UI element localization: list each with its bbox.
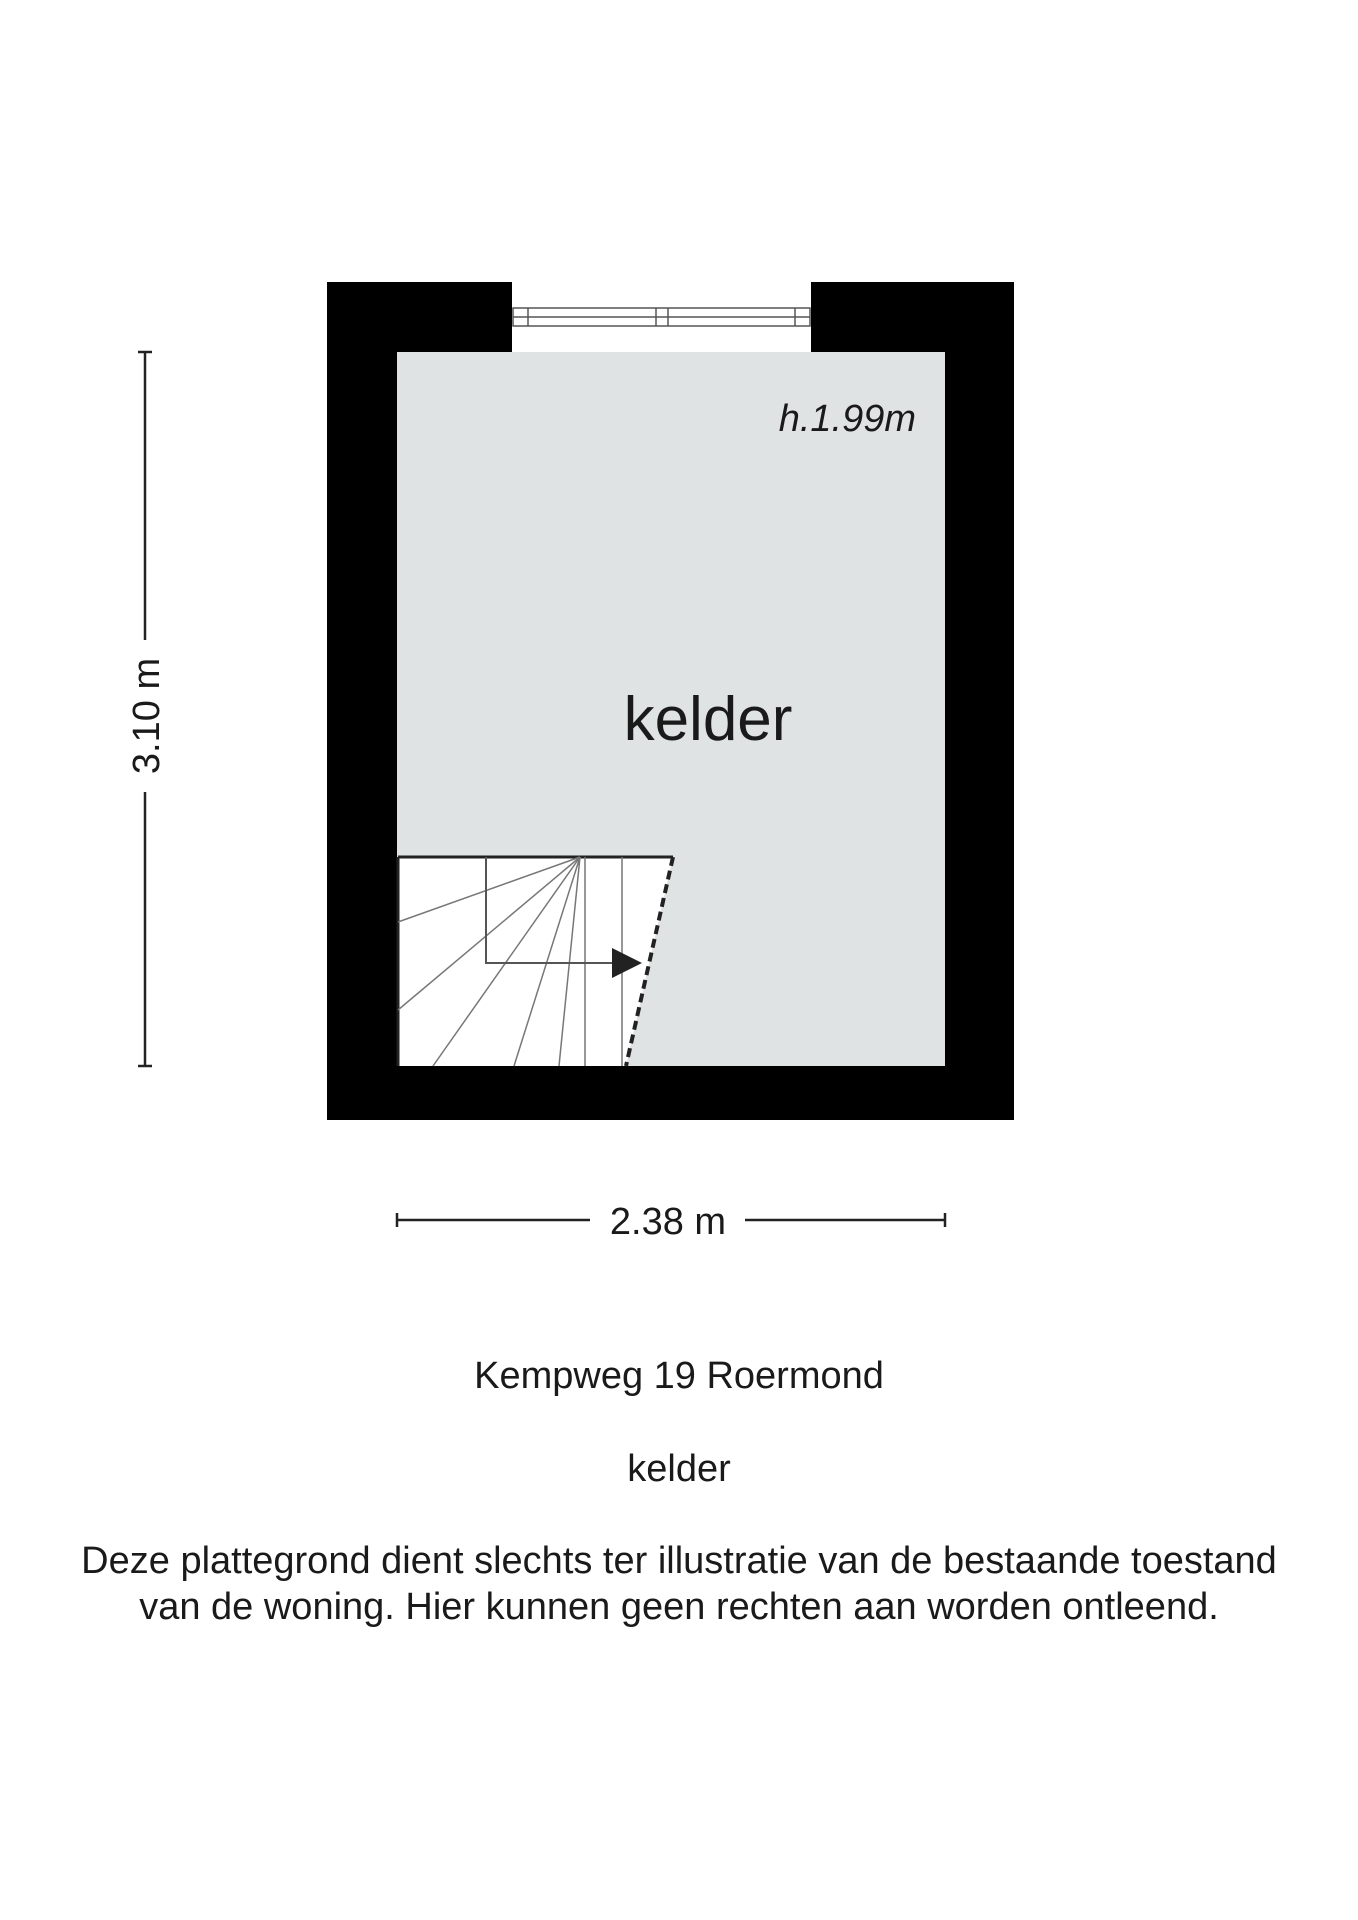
height-dimension-label: 3.10 m	[126, 657, 168, 775]
staircase	[398, 857, 673, 1066]
disclaimer-line-1: Deze plattegrond dient slechts ter illustratie van de bestaande toestand	[81, 1540, 1277, 1582]
window	[512, 308, 811, 352]
address: Kempweg 19 Roermond	[474, 1355, 884, 1397]
width-dimension	[397, 1201, 945, 1243]
wall-bottom	[327, 1066, 1014, 1120]
wall-left	[327, 282, 397, 1120]
ceiling-height-label: h.1.99m	[778, 398, 916, 440]
disclaimer	[0, 1538, 1358, 1630]
room-label: kelder	[623, 685, 793, 754]
width-dimension-label: 2.38 m	[609, 1201, 727, 1243]
wall-right	[945, 282, 1014, 1120]
height-dimension	[126, 352, 168, 1066]
disclaimer-line-2: van de woning. Hier kunnen geen rechten aan worden ontleend.	[139, 1586, 1219, 1628]
level-name: kelder	[627, 1448, 731, 1490]
